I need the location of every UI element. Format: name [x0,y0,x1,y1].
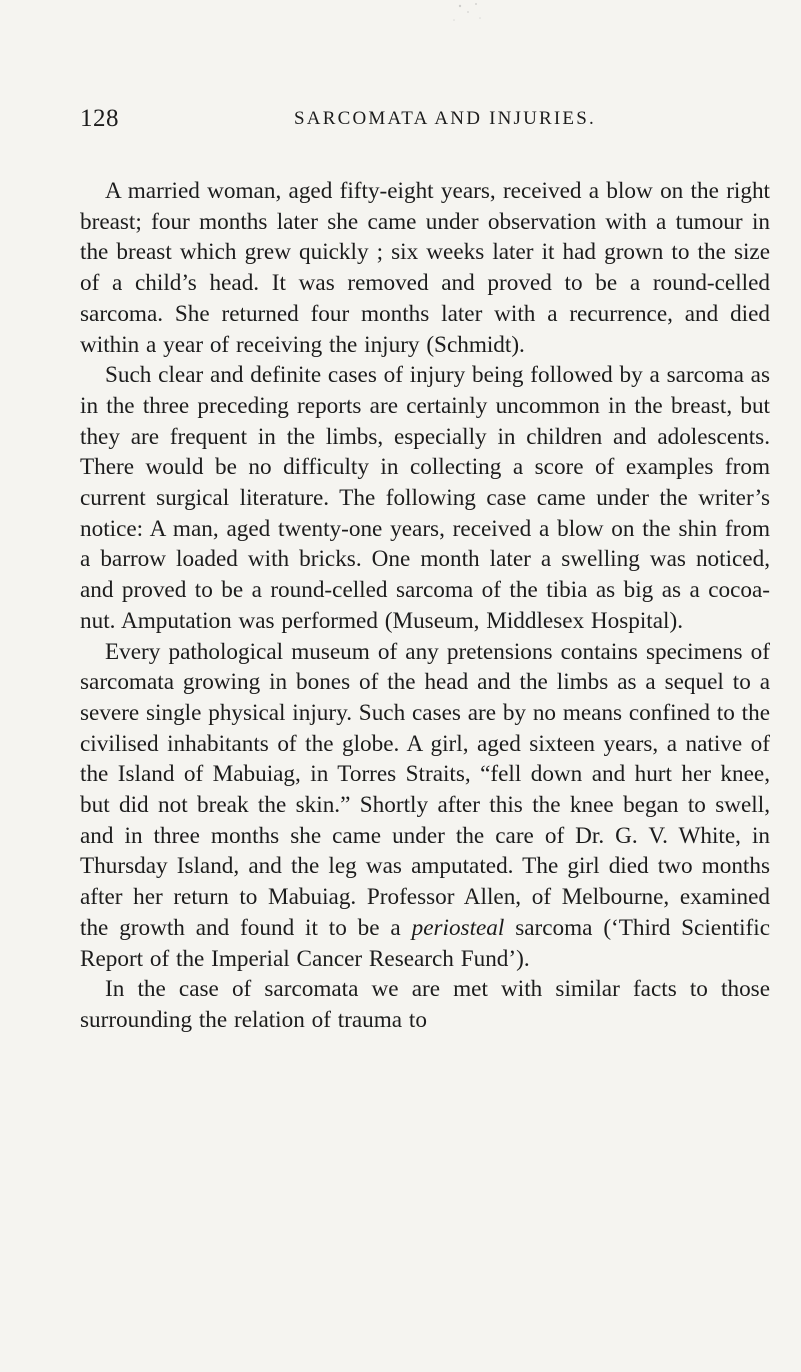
paragraph [80,360,770,636]
ink-specks-decoration [440,0,520,30]
running-title: SARCOMATA AND INJURIES. [294,108,596,129]
paragraph-text: sarcoma (‘Third Scientific Report of the Imperial Cancer Research Fund’). [80,914,771,972]
paragraph [80,176,770,360]
italic-term: periosteal [411,914,505,941]
paragraph-text: Such clear and definite cases of injury being followed by a sarcoma as in the three preceding reports are certainly uncommon in the breast, but they are frequent in the limbs, especially in children and adolescents. There would be no difficulty in collecting a score of examples from current surgical literature. The following case came under the writer’s notice: A man, aged twenty-one years, received a blow on the shin from a barrow loaded with bricks. One month later a swelling was noticed, and proved to be a round-celled sarcoma of the tibia as big as a cocoa-nut. Amputation was performed (Museum, Middlesex Hospital). [80,362,770,634]
body-text [80,176,770,1036]
paragraph-text: A married woman, aged fifty-eight years, received a blow on the right breast; four months later she came under observation with a tumour in the breast which grew quickly ; six weeks later it had grown to the size of a child’s head. It was removed and proved to be a round-celled sarcoma. She returned four months later with a recurrence, and died within a year of receiving the injury (Schmidt). [80,178,770,358]
paragraph-text: In the case of sarcomata we are met with similar facts to those surrounding the relation of trauma to [80,976,770,1033]
page-number: 128 [80,105,119,132]
paragraph-text: Every pathological museum of any pretensions contains specimens of sarcomata growing in bones of the head and the limbs as a sequel to a severe single physical injury. Such cases are by no means confined to the civilised inhabitants of the globe. A girl, aged sixteen years, a native of the Island of Mabuiag, in Torres Straits, “fell down and hurt her knee, but did not break the skin.” Shortly after this the knee began to swell, and in three months she came under the care of Dr. G. V. White, in Thursday Island, and the leg was amputated. The girl died two months after her return to Mabuiag. Professor Allen, of Melbourne, examined the growth and found it to be a [80,638,770,941]
paragraph [80,974,770,1035]
page-header [80,105,770,137]
paragraph [80,637,770,975]
